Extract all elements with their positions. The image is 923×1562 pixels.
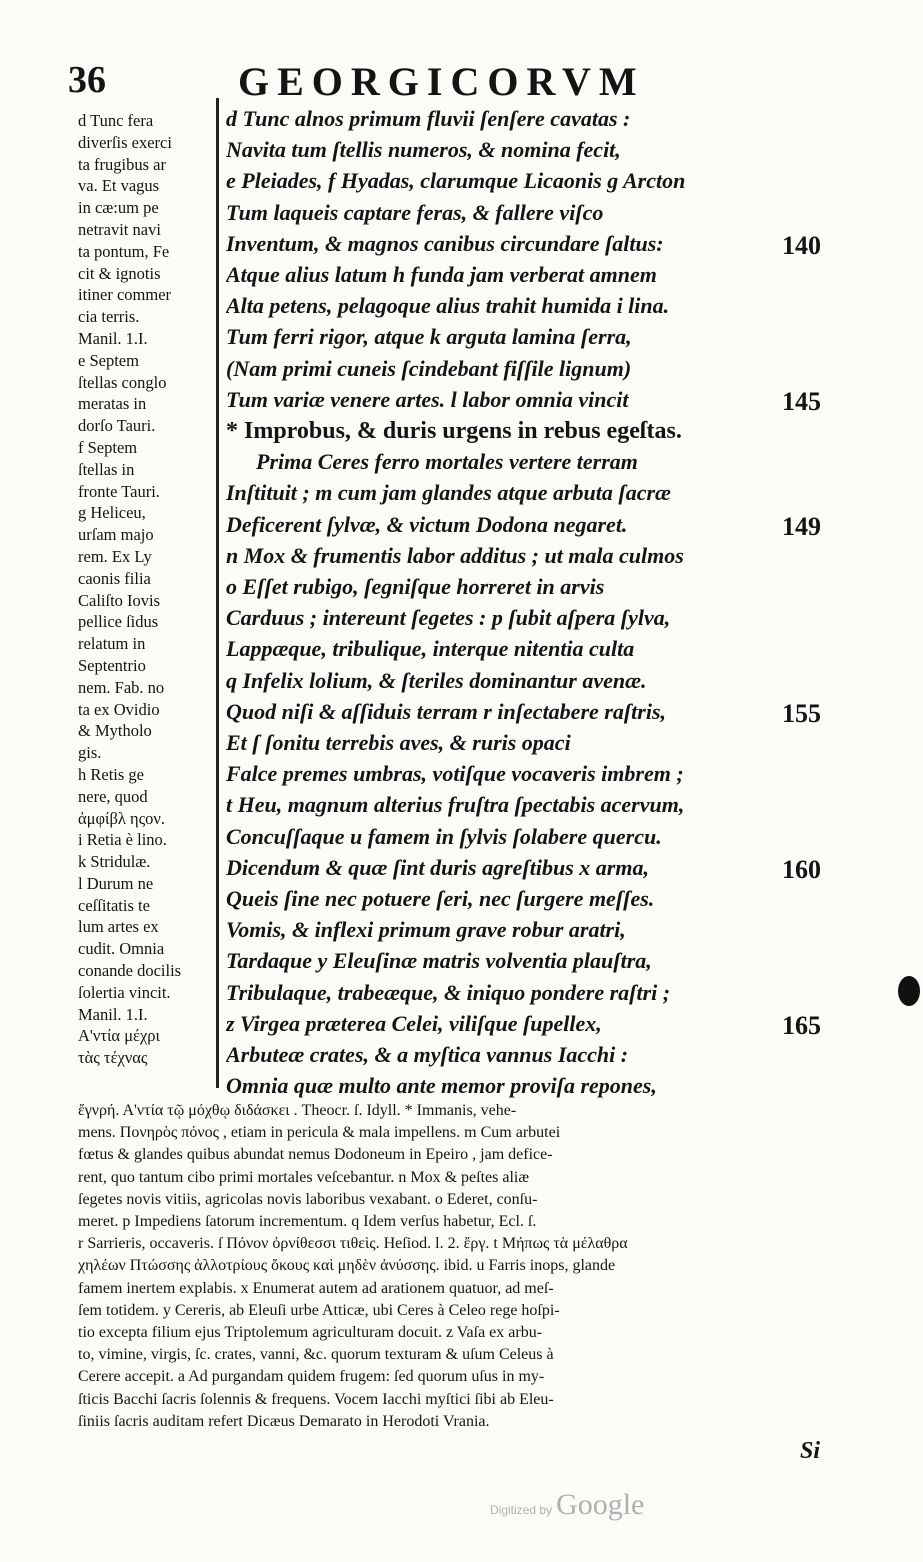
margin-note-line: in cæ:um pe <box>78 198 159 218</box>
catchword: Si <box>800 1438 821 1464</box>
margin-note-line: rem. Ex Ly <box>78 546 152 566</box>
margin-note-line: d Tunc fera <box>78 111 154 130</box>
verse-line: Et ſ ſonitu terrebis aves, & ruris opaci <box>226 730 571 755</box>
digitization-watermark <box>490 1488 644 1522</box>
margin-note-line: pellice ſidus <box>78 612 159 632</box>
margin-note-line: va. Et vagus <box>78 176 160 196</box>
verse-line: Falce premes umbras, votiſque vocaveris imbrem ; <box>226 761 684 787</box>
margin-note-line: ceſſitatis te <box>78 895 150 915</box>
verse-line: Tum laqueis captare feras, & fallere viſco <box>226 199 604 225</box>
verse-line: q Infelix lolium, & ſteriles dominantur avenæ. <box>226 667 647 693</box>
margin-note-line: e Septem <box>78 350 139 370</box>
line-number: 145 <box>782 386 821 416</box>
footnote-line: Cerere accepit. a Ad purgandam quidem frugem: ſed quorum uſus in my- <box>78 1368 545 1386</box>
line-number: 140 <box>782 230 821 260</box>
margin-note-line: dorſo Tauri. <box>78 416 156 436</box>
margin-note-line: diverſis exerci <box>78 132 172 152</box>
footnote-line: fœtus & glandes quibus abundat nemus Dodoneum in Epeiro , jam defice- <box>78 1146 553 1164</box>
margin-note-line: nem. Fab. no <box>78 677 165 697</box>
verse-line: Arbuteæ crates, & a myſtica vannus Iacchi : <box>226 1042 629 1067</box>
verse-line: Omnia quæ multo ante memor proviſa repones, <box>226 1073 657 1099</box>
margin-note-line: ſtellas conglo <box>78 372 167 392</box>
footnote-line: ἔγνρή. Α'ντία τῷ μόχθῳ διδάσκει . Theocr. ſ. Idyll. * Immanis, vehe- <box>78 1102 517 1119</box>
verse-line: (Nam primi cuneis ſcindebant fiſſile lignum) <box>226 355 632 381</box>
verse-line: e Pleiades, f Hyadas, clarumque Licaonis g Arcton <box>226 168 686 194</box>
margin-note-line: Α'ντία μέχρι <box>78 1026 160 1046</box>
margin-note-line: & Mytholo <box>78 721 152 741</box>
footnote-line: ſiniis ſacris auditam refert Dicæus Demarato in Herodoti Vrania. <box>78 1412 490 1430</box>
footnote-line: mens. Πονηρὸς πόνος , etiam in pericula & mala impellens. m Cum arbutei <box>78 1124 561 1142</box>
column-divider <box>216 98 219 1088</box>
margin-note-line: l Durum ne <box>78 873 154 893</box>
verse-line: Carduus ; intereunt ſegetes : p ſubit aſpera ſylva, <box>226 605 671 631</box>
verse-line: Prima Ceres ferro mortales vertere terram <box>256 449 638 475</box>
margin-note-line: ta ex Ovidio <box>78 699 160 719</box>
margin-note-line: relatum in <box>78 634 146 654</box>
running-title: GEORGICORVM <box>238 59 645 104</box>
verse-line: Tardaque y Eleuſinæ matris volventia plauſtra, <box>226 948 652 974</box>
verse-line: Concuſſaque u famem in ſylvis ſolabere quercu. <box>226 823 662 849</box>
footnote-line: famem inertem explabis. x Enumerat autem ad arationem quatuor, ad meſ- <box>78 1279 554 1297</box>
verse-line: Vomis, & inflexi primum grave robur aratri, <box>226 917 626 943</box>
verse-line: Tum variæ venere artes. l labor omnia vincit <box>226 386 629 412</box>
line-number: 149 <box>782 511 821 541</box>
margin-note-line: caonis filia <box>78 568 151 588</box>
margin-note-line: i Retia è lino. <box>78 830 167 850</box>
verse-line: Deficerent ſylvæ, & victum Dodona negaret. <box>226 511 628 537</box>
verse-line: Queis ſine nec potuere ſeri, nec ſurgere meſſes. <box>226 886 655 911</box>
verse-line: t Heu, magnum alterius fruſtra ſpectabis acervum, <box>226 792 685 818</box>
margin-note-line: cudit. Omnia <box>78 939 165 959</box>
margin-note-line: f Septem <box>78 437 138 457</box>
verse-line: z Virgea præterea Celei, viliſque ſupellex, <box>226 1010 602 1036</box>
page-number: 36 <box>68 59 106 101</box>
margin-note-line: meratas in <box>78 394 147 414</box>
margin-note-line: gis. <box>78 743 102 763</box>
google-logo: Google <box>556 1488 645 1521</box>
line-number: 155 <box>782 698 821 728</box>
ink-spot <box>898 976 920 1006</box>
margin-note-line: g Heliceu, <box>78 503 146 523</box>
footnote-line: ſticis Bacchi ſacris ſolennis & frequens. Vocem Iacchi myſtici ſibi ab Eleu- <box>78 1390 554 1408</box>
margin-note-line: nere, quod <box>78 786 148 806</box>
line-number: 165 <box>782 1010 821 1040</box>
verse-line: Inventum, & magnos canibus circundare ſaltus: <box>226 230 664 256</box>
verse-line: Alta petens, pelagoque alius trahit humida i lina. <box>226 293 670 319</box>
verse-line: Atque alius latum h funda jam verberat amnem <box>226 262 657 287</box>
margin-note-line: netravit navi <box>78 219 161 239</box>
margin-note-line: fronte Tauri. <box>78 481 160 501</box>
footnote-line: rent, quo tantum cibo primi mortales veſcebantur. n Mox & peſtes aliæ <box>78 1168 530 1186</box>
footnote-line: to, vimine, virgis, ſc. crates, vanni, &c. quorum texturam & uſum Celeus à <box>78 1346 554 1364</box>
margin-note-line: cit & ignotis <box>78 263 161 283</box>
margin-note-line: ſolertia vincit. <box>78 982 171 1002</box>
margin-note-line: urſam majo <box>78 525 154 545</box>
footnote-line: r Sarrieris, occaveris. ſ Πόνον ὀρνίθεσσι τιθεὶς. Heſiod. l. 2. ἔργ. t Μήπως τὰ μέλαθρα <box>78 1235 628 1253</box>
footnote-line: χηλέων Πτώσσης ἀλλοτρίους ὄκους καὶ μηδὲν ἀνύσσης. ibid. u Farris inops, glande <box>78 1257 616 1275</box>
footnote-line: tio excepta filium ejus Triptolemum agriculturam docuit. z Vaſa ex arbu- <box>78 1324 543 1342</box>
footnote-line: ſegetes novis vitiis, agricolas novis laboribus vexabant. o Ederet, conſu- <box>78 1190 538 1208</box>
verse-line: Dicendum & quæ ſint duris agreſtibus x arma, <box>226 854 649 880</box>
footnotes <box>78 1100 838 1433</box>
verse-line: Inſtituit ; m cum jam glandes atque arbuta ſacræ <box>226 480 671 506</box>
margin-note-line: ta pontum, Fe <box>78 241 170 261</box>
margin-note-line: Caliſto Iovis <box>78 590 161 610</box>
margin-note-line: ta frugibus ar <box>78 154 166 174</box>
margin-note-line: Manil. 1.I. <box>78 328 148 348</box>
line-number: 160 <box>782 854 821 884</box>
margin-note-line: k Stridulæ. <box>78 852 151 872</box>
margin-note-line: h Retis ge <box>78 764 144 784</box>
margin-note-line: ἀμφίβλ ηςον. <box>78 808 165 828</box>
watermark-prefix: Digitized by <box>490 1503 553 1517</box>
margin-notes <box>78 110 212 1069</box>
footnote-line: ſem totidem. y Cereris, ab Eleuſi urbe Atticæ, ubi Ceres à Celeo rege hoſpi- <box>78 1301 560 1319</box>
verse-line: n Mox & frumentis labor additus ; ut mala culmos <box>226 542 684 568</box>
margin-note-line: Manil. 1.I. <box>78 1004 148 1024</box>
verse-line: d Tunc alnos primum fluvii ſenſere cavatas : <box>226 106 631 131</box>
verse-line: * Improbus, & duris urgens in rebus egeſtas. <box>226 418 682 444</box>
margin-note-line: lum artes ex <box>78 917 159 937</box>
verse-line: Quod niſi & aſſiduis terram r inſectabere raſtris, <box>226 698 667 724</box>
footnote-line: meret. p Impediens ſatorum incrementum. q Idem verſus habetur, Ecl. ſ. <box>78 1213 537 1231</box>
verse-line: Navita tum ſtellis numeros, & nomina fecit, <box>226 137 621 163</box>
verse-line: Lappæque, tribulique, interque nitentia culta <box>226 636 635 662</box>
margin-note-line: τὰς τέχνας <box>78 1048 148 1068</box>
margin-note-line: Septentrio <box>78 655 146 675</box>
verse-line: o Eſſet rubigo, ſegniſque horreret in arvis <box>226 574 605 599</box>
margin-note-line: ſtellas in <box>78 459 135 479</box>
margin-note-line: cia terris. <box>78 307 140 327</box>
verse-line: Tum ferri rigor, atque k arguta lamina ſerra, <box>226 324 632 350</box>
margin-note-line: itiner commer <box>78 285 172 305</box>
verse-line: Tribulaque, trabeæque, & iniquo pondere raſtri ; <box>226 979 671 1005</box>
margin-note-line: conande docilis <box>78 961 182 981</box>
